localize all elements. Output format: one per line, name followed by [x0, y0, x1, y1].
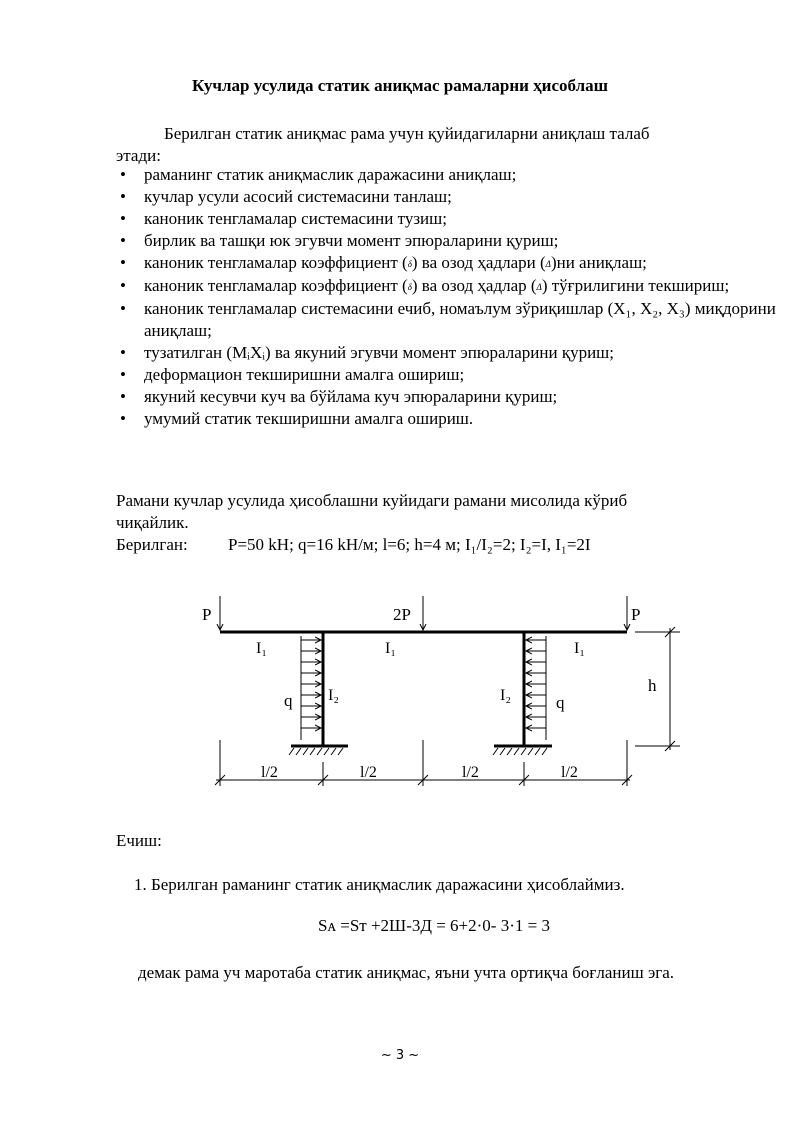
example-line-2: чиқайлик.: [116, 513, 189, 532]
height-label: h: [648, 676, 657, 695]
list-item: • якуний кесувчи куч ва бўйлама куч эпюраларини қуриш;: [116, 386, 784, 408]
q-right-label: q: [556, 693, 565, 712]
capital-delta-symbol: Δ: [536, 282, 542, 293]
list-item: • кучлар усули асосий системасини танлаш;: [116, 186, 784, 208]
list-item: • умумий статик текширишни амалга ошириш.: [116, 408, 784, 430]
given-values: P=50 kH; q=16 kH/м; l=6; h=4 м; I₁/I₂=2; I₂=I, I₁=2I: [228, 535, 591, 554]
list-item: • тузатилган (MᵢXᵢ) ва якуний эгувчи момент эпюраларини қуриш;: [116, 342, 784, 364]
span-label-4: l/2: [561, 764, 578, 781]
list-item: • деформацион текширишни амалга ошириш;: [116, 364, 784, 386]
page-title: Кучлар усулида статик аниқмас рамаларни ҳисоблаш: [192, 76, 608, 95]
formula: Sᴀ =Sт +2Ш-3Д = 6+2·0- 3·1 = 3: [318, 916, 550, 935]
delta-symbol: δ: [407, 282, 412, 293]
list-item: • каноник тенгламалар коэффициент (δ) ва озод ҳадлар (Δ) тўғрилигини текшириш;: [116, 275, 784, 298]
frame-diagram: [190, 590, 710, 790]
intro-line-2: этади:: [116, 146, 161, 165]
list-item: • бирлик ва ташқи юк эгувчи момент эпюраларини қуриш;: [116, 230, 784, 252]
beam-left-stiffness: I₁: [256, 640, 267, 657]
load-right-label: P: [631, 605, 641, 624]
span-label-2: l/2: [360, 764, 377, 781]
delta-symbol: δ: [407, 259, 412, 270]
beam-right-stiffness: I₁: [574, 640, 585, 657]
col-left-stiffness: I₂: [328, 687, 339, 704]
span-label-1: l/2: [261, 764, 278, 781]
solution-label: Ечиш:: [116, 831, 162, 850]
distributed-load-left: [301, 636, 321, 740]
list-item: • каноник тенгламалар системасини ечиб, номаълум зўриқишлар (X₁, X₂, X₃) миқдорини аниқлаш;: [116, 298, 784, 342]
q-left-label: q: [284, 691, 293, 710]
load-left-label: P: [202, 605, 212, 624]
task-list: [116, 164, 784, 430]
left-support: [289, 746, 348, 755]
intro-line-1: Берилган статик аниқмас рама учун қуйидагиларни аниқлаш талаб: [164, 124, 650, 143]
list-item: • каноник тенгламалар системасини тузиш;: [116, 208, 784, 230]
right-support: [493, 746, 552, 755]
height-dimension: [635, 627, 680, 751]
example-line-1: Рамани кучлар усулида ҳисоблашни куйидаги рамани мисолида кўриб: [116, 491, 628, 510]
step-1: 1. Берилган раманинг статик аниқмаслик даражасини ҳисоблаймиз.: [134, 875, 625, 894]
given-label: Берилган:: [116, 535, 188, 554]
capital-delta-symbol: Δ: [545, 259, 551, 270]
page-number: ~ 3 ~: [380, 1048, 420, 1063]
distributed-load-right: [526, 636, 546, 740]
frame-diagram-svg: [190, 590, 710, 790]
load-mid-label: 2P: [393, 605, 411, 624]
list-item: • раманинг статик аниқмаслик даражасини аниқлаш;: [116, 164, 784, 186]
conclusion: демак рама уч маротаба статик аниқмас, яъни учта ортиқча боғланиш эга.: [138, 963, 675, 982]
col-right-stiffness: I₂: [500, 687, 511, 704]
span-label-3: l/2: [462, 764, 479, 781]
beam-mid-stiffness: I₁: [385, 640, 396, 657]
list-item: • каноник тенгламалар коэффициент (δ) ва озод ҳадлари (Δ)ни аниқлаш;: [116, 252, 784, 275]
